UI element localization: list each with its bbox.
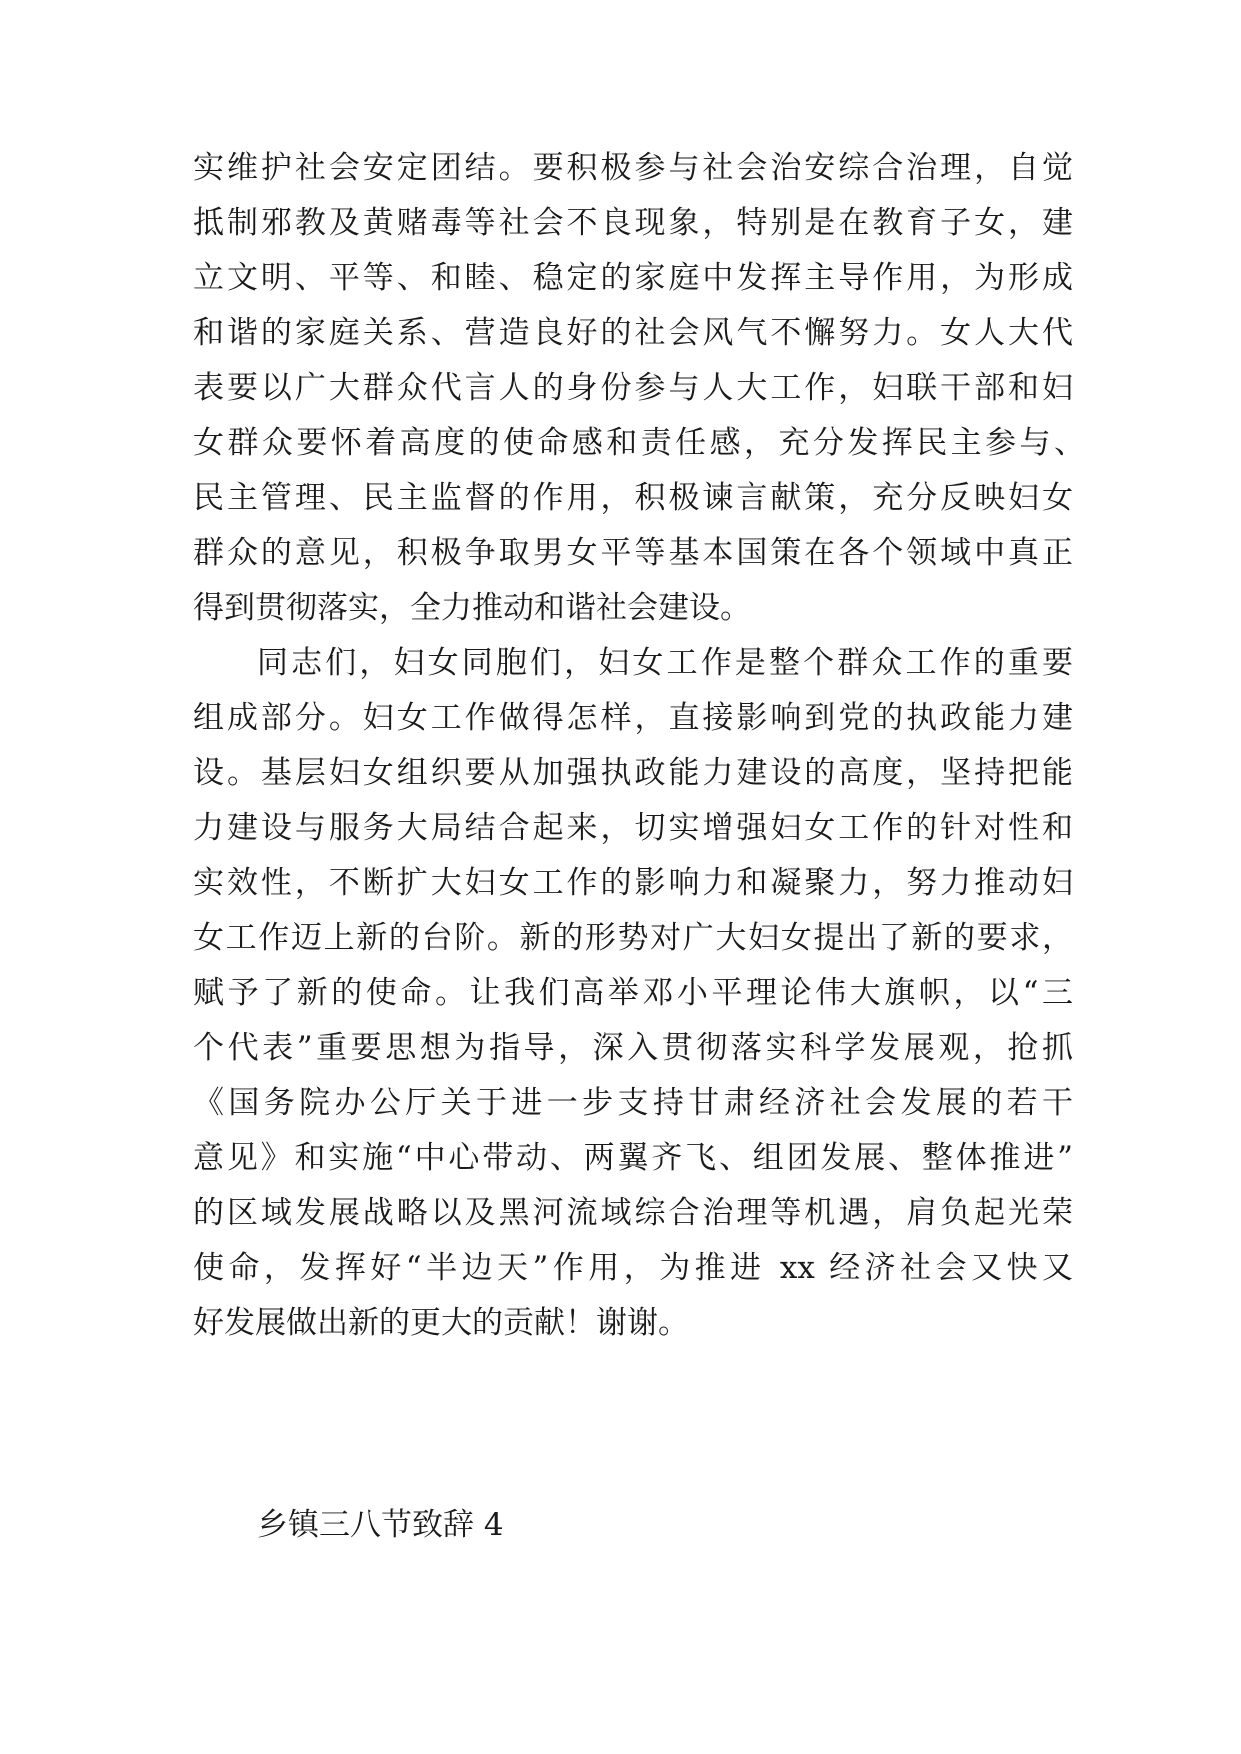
text-line: 得到贯彻落实，全力推动和谐社会建设。 (193, 590, 751, 626)
text-line: 《国务院办公厅关于进一步支持甘肃经济社会发展的若干 (193, 1085, 1073, 1121)
text-line: 赋予了新的使命。让我们高举邓小平理论伟大旗帜，以“三 (193, 975, 1073, 1011)
text-line: 好发展做出新的更大的贡献！谢谢。 (193, 1305, 689, 1341)
text-line: 个代表”重要思想为指导，深入贯彻落实科学发展观，抢抓 (193, 1030, 1073, 1066)
text-line: 女群众要怀着高度的使命感和责任感，充分发挥民主参与、 (193, 425, 1085, 461)
text-line: 和谐的家庭关系、营造良好的社会风气不懈努力。女人大代 (193, 315, 1073, 351)
text-line: 意见》和实施“中心带动、两翼齐飞、组团发展、整体推进” (193, 1140, 1073, 1176)
text-line: 实维护社会安定团结。要积极参与社会治安综合治理，自觉 (193, 150, 1073, 186)
text-line: 立文明、平等、和睦、稳定的家庭中发挥主导作用，为形成 (193, 260, 1073, 296)
text-line: 女工作迈上新的台阶。新的形势对广大妇女提出了新的要求， (193, 920, 1073, 956)
text-line: 民主管理、民主监督的作用，积极谏言献策，充分反映妇女 (193, 480, 1073, 516)
text-line: 设。基层妇女组织要从加强执政能力建设的高度，坚持把能 (193, 755, 1073, 791)
text-line: 使命，发挥好“半边天”作用，为推进 xx 经济社会又快又 (193, 1250, 1073, 1286)
section-heading: 乡镇三八节致辞 4 (257, 1507, 504, 1543)
text-line: 力建设与服务大局结合起来，切实增强妇女工作的针对性和 (193, 810, 1073, 846)
text-line: 抵制邪教及黄赌毒等社会不良现象，特别是在教育子女，建 (193, 205, 1073, 241)
text-line: 同志们，妇女同胞们，妇女工作是整个群众工作的重要 (257, 645, 1073, 681)
text-line: 的区域发展战略以及黑河流域综合治理等机遇，肩负起光荣 (193, 1195, 1073, 1231)
text-line: 组成部分。妇女工作做得怎样，直接影响到党的执政能力建 (193, 700, 1073, 736)
text-line: 实效性，不断扩大妇女工作的影响力和凝聚力，努力推动妇 (193, 865, 1073, 901)
text-line: 群众的意见，积极争取男女平等基本国策在各个领域中真正 (193, 535, 1073, 571)
text-line: 表要以广大群众代言人的身份参与人大工作，妇联干部和妇 (193, 370, 1073, 406)
